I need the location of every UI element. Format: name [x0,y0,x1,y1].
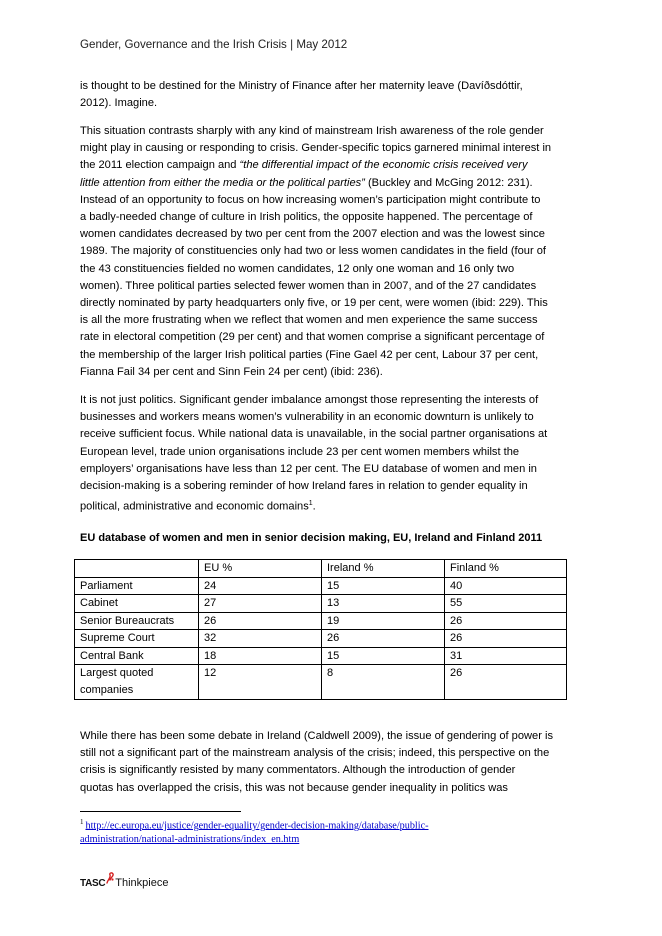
table-cell: 32 [199,630,322,648]
text-run: . [312,500,316,513]
text-line: women). Three political parties selected fewer women than in 2007, and of the 27 candidates [80,279,537,292]
table-row [75,647,567,665]
table-cell: 26 [445,612,567,630]
text-line: is thought to be destined for the Ministry of Finance after her maternity leave (Davíðsdóttir, [80,80,523,92]
data-table [74,559,567,700]
paragraph [80,78,566,112]
table-cell: 15 [322,577,445,595]
table-cell: 26 [322,630,445,648]
text-line: employers’ organisations have less than 12 per cent. The EU database of women and men in [80,462,537,475]
text-line: women candidates decreased by two per cent from the 2007 election and was the lowest since [80,228,545,241]
text-line: 2012). Imagine. [80,97,158,110]
table-cell: Central Bank [75,647,199,665]
text-line: Instead of an opportunity to focus on how increasing women’s participation might contribute to [80,193,541,206]
body-text [80,728,566,807]
text-line [80,495,566,516]
table-header-cell: Ireland % [322,560,445,578]
table-cell: 55 [445,595,567,613]
footer-label: Thinkpiece [115,877,169,889]
table-row [75,577,567,595]
text-line: directly nominated by party headquarters only five, or 19 per cent, were women (ibid: 229). This [80,297,548,310]
table-cell: Cabinet [75,595,199,613]
text-line: rate in electoral competition (29 per cent) and that women comprise a significant percentage of [80,331,545,344]
table-header-cell: Finland % [445,560,567,578]
text-line: businesses and workers means women’s vulnerability in an economic downturn is unlikely to [80,411,534,424]
table-cell: 26 [199,612,322,630]
page-footer [80,877,168,889]
citation: (Buckley and McGing 2012: 231). [364,176,533,189]
table-cell: Senior Bureaucrats [75,612,199,630]
table-row [75,612,567,630]
table-cell: 26 [445,665,567,700]
paragraph [80,392,566,516]
text-line: the 43 constituencies fielded no women candidates, 12 only one woman and 16 only two [80,262,515,275]
table-cell: 8 [322,665,445,700]
table-row [75,630,567,648]
text-line: still not a significant part of the mainstream analysis of the crisis; indeed, this perspective on the [80,747,550,760]
table-cell: 15 [322,647,445,665]
text-run: the 2011 election campaign and [80,159,240,172]
text-line: Fianna Fail 34 per cent and Sinn Fein 24 per cent) (ibid: 236). [80,365,383,378]
paragraph [80,123,566,381]
text-line: While there has been some debate in Ireland (Caldwell 2009), the issue of gendering of power is [80,730,553,742]
text-line: a badly-needed change of culture in Irish politics, the opposite happened. The percentage of [80,211,533,224]
text-line: This situation contrasts sharply with any kind of mainstream Irish awareness of the role gender [80,125,544,137]
table-cell: Largest quoted companies [75,665,199,700]
footnote-separator [80,811,241,812]
table-cell: Supreme Court [75,630,199,648]
table-cell: 18 [199,647,322,665]
table-title: EU database of women and men in senior decision making, EU, Ireland and Finland 2011 [80,532,543,544]
body-text [80,123,566,392]
table-cell: 13 [322,595,445,613]
table-header-cell [75,560,199,578]
table-row [75,595,567,613]
footnote-reference[interactable]: 1 [308,500,313,508]
text-line [80,175,566,192]
running-header: Gender, Governance and the Irish Crisis | May 2012 [80,38,348,51]
quoted-text: little attention from either the media or the political parties” [80,176,365,189]
text-line: quotas has overlapped the crisis, this was not because gender inequality in politics was [80,781,508,794]
table-cell: 31 [445,647,567,665]
tasc-logo [80,877,115,889]
logo-text: TASC [80,878,106,889]
table-header-cell: EU % [199,560,322,578]
footnote-link[interactable]: administration/national-administrations/index_en.htm [80,833,300,845]
quoted-text: “the differential impact of the economic crisis received very [239,159,528,172]
table-row [75,665,567,700]
text-line: receive sufficient focus. While national data is unavailable, in the social partner organisations at [80,428,548,441]
text-line: the membership of the larger Irish political parties (Fine Gael 42 per cent, Labour 37 per cent, [80,348,539,361]
text-line: 1989. The majority of constituencies only had two or less women candidates in the field (four of [80,245,546,258]
text-run: political, administrative and economic domains [80,500,309,513]
footnote-link[interactable]: http://ec.europa.eu/justice/gender-equality/gender-decision-making/database/public- [85,820,429,832]
table-cell: 40 [445,577,567,595]
body-text [80,392,566,527]
footnote [80,816,429,846]
paragraph [80,728,566,797]
table-cell: 26 [445,630,567,648]
footnote-number: 1 [80,818,84,826]
logo-flourish-icon [105,872,115,884]
text-line: decision-making is a sobering reminder of how Ireland fares in relation to gender equality in [80,480,528,493]
text-line: European level, trade union organisations include 23 per cent women members whilst the [80,445,520,458]
text-line: is all the more frustrating when we reflect that women and men experience the same success [80,314,538,327]
table-cell: 27 [199,595,322,613]
table-cell: 24 [199,577,322,595]
text-line: might play in causing or responding to crisis. Gender-specific topics garnered minimal interest in [80,142,552,155]
text-line: crisis is significantly resisted by many commentators. Although the introduction of gender [80,764,516,777]
table-cell: 12 [199,665,322,700]
table-header-row [75,560,567,578]
table-cell: Parliament [75,577,199,595]
table-cell: 19 [322,612,445,630]
body-text [80,78,566,123]
text-line [80,157,566,174]
text-line: It is not just politics. Significant gender imbalance amongst those representing the interests of [80,394,539,406]
